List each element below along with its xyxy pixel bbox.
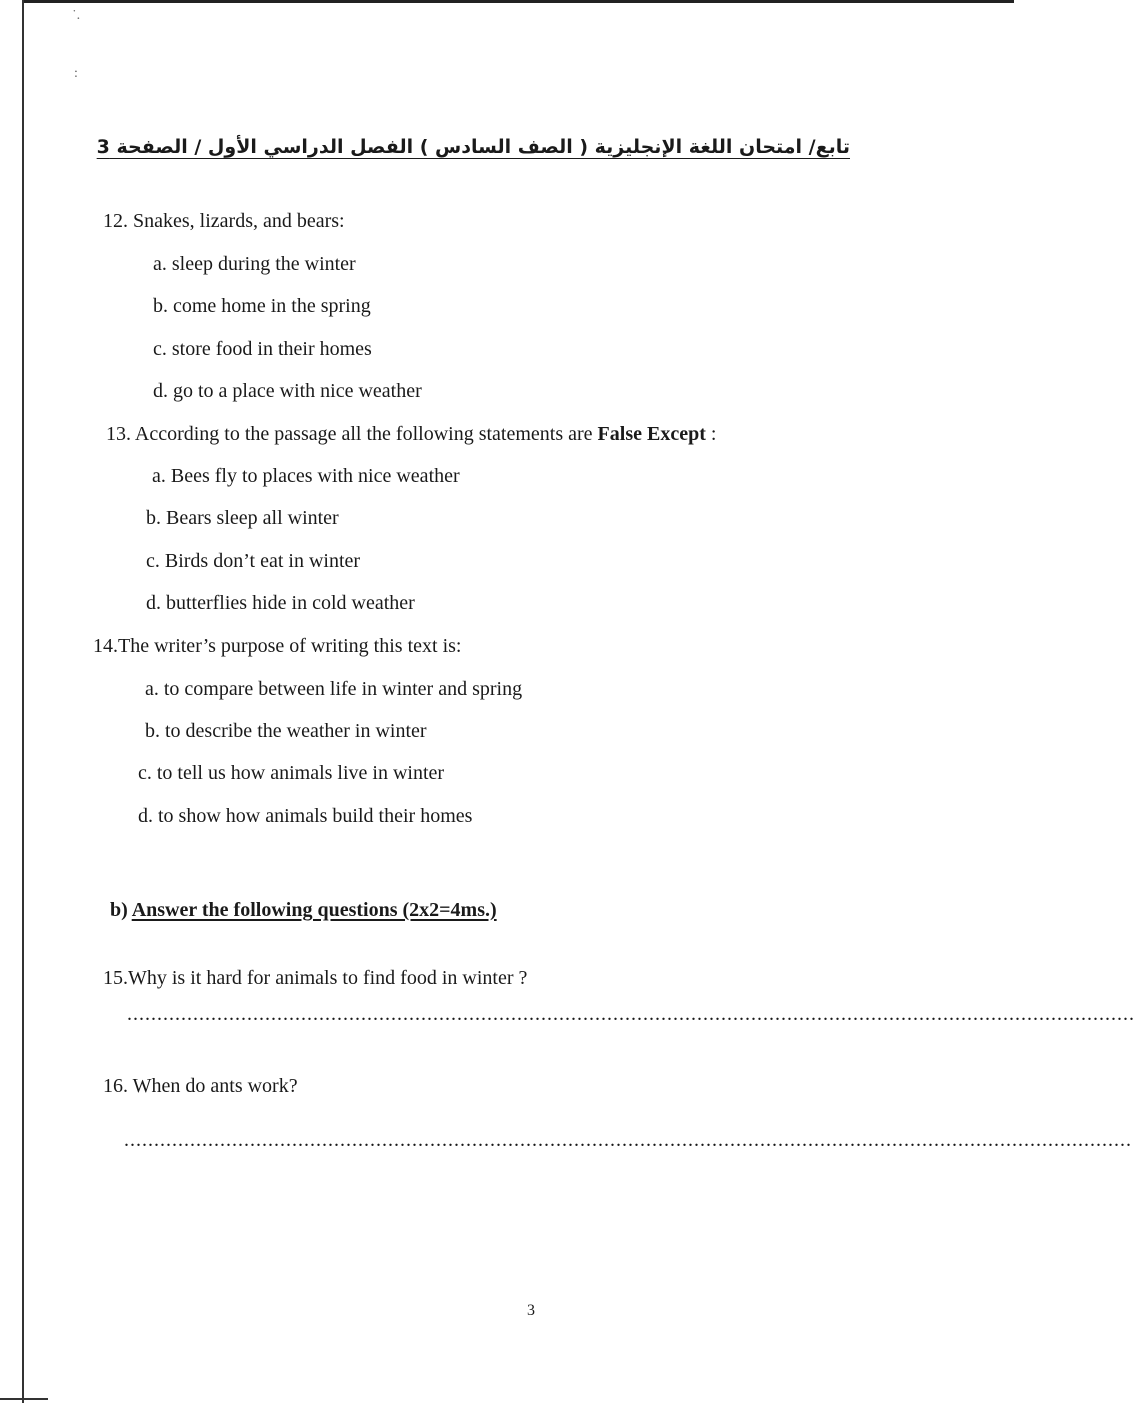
page-number: 3 [527,1302,535,1319]
question-14-option-d: d. to show how animals build their homes [138,805,473,827]
scan-speck: : [74,66,78,81]
question-12-stem: 12. Snakes, lizards, and bears: [103,210,345,232]
section-b-title: Answer the following questions (2x2=4ms.) [131,899,497,921]
question-12-option-d: d. go to a place with nice weather [153,380,422,402]
question-14-option-c: c. to tell us how animals live in winter [138,762,445,784]
question-14-stem: 14.The writer’s purpose of writing this text is: [93,635,462,657]
top-border [22,0,1014,3]
question-15: 15.Why is it hard for animals to find food in winter ? [103,967,528,989]
section-b-heading [110,900,497,920]
question-13-option-d: d. butterflies hide in cold weather [146,592,415,614]
question-12-option-c: c. store food in their homes [153,338,372,360]
question-13-stem-bold: False Except [597,423,706,445]
question-12-option-b: b. come home in the spring [153,295,371,317]
scan-speck: ˙. [72,8,81,23]
bottom-mark [0,1398,48,1400]
question-12-option-a: a. sleep during the winter [153,253,356,275]
question-13-option-c: c. Birds don’t eat in winter [146,550,361,572]
left-border [22,0,24,1403]
question-13-option-b: b. Bears sleep all winter [146,507,339,529]
question-13-stem [106,424,716,444]
question-16: 16. When do ants work? [103,1075,298,1097]
section-b-label: b) [110,899,128,921]
question-13-stem-start: 13. According to the passage all the following statements are [106,423,598,445]
question-14-option-b: b. to describe the weather in winter [145,720,427,742]
exam-header: تابع/ امتحان اللغة الإنجليزية ( الصف السادس ) الفصل الدراسي الأول / الصفحة 3 [96,136,850,158]
question-14-option-a: a. to compare between life in winter and spring [145,678,523,700]
answer-line-15[interactable]: ........................................................................................................................................................................ [127,1003,1135,1025]
question-13-stem-end: : [705,423,717,445]
answer-line-16[interactable]: ........................................................................................................................................................................ [124,1129,1132,1151]
question-13-option-a: a. Bees fly to places with nice weather [152,465,460,487]
